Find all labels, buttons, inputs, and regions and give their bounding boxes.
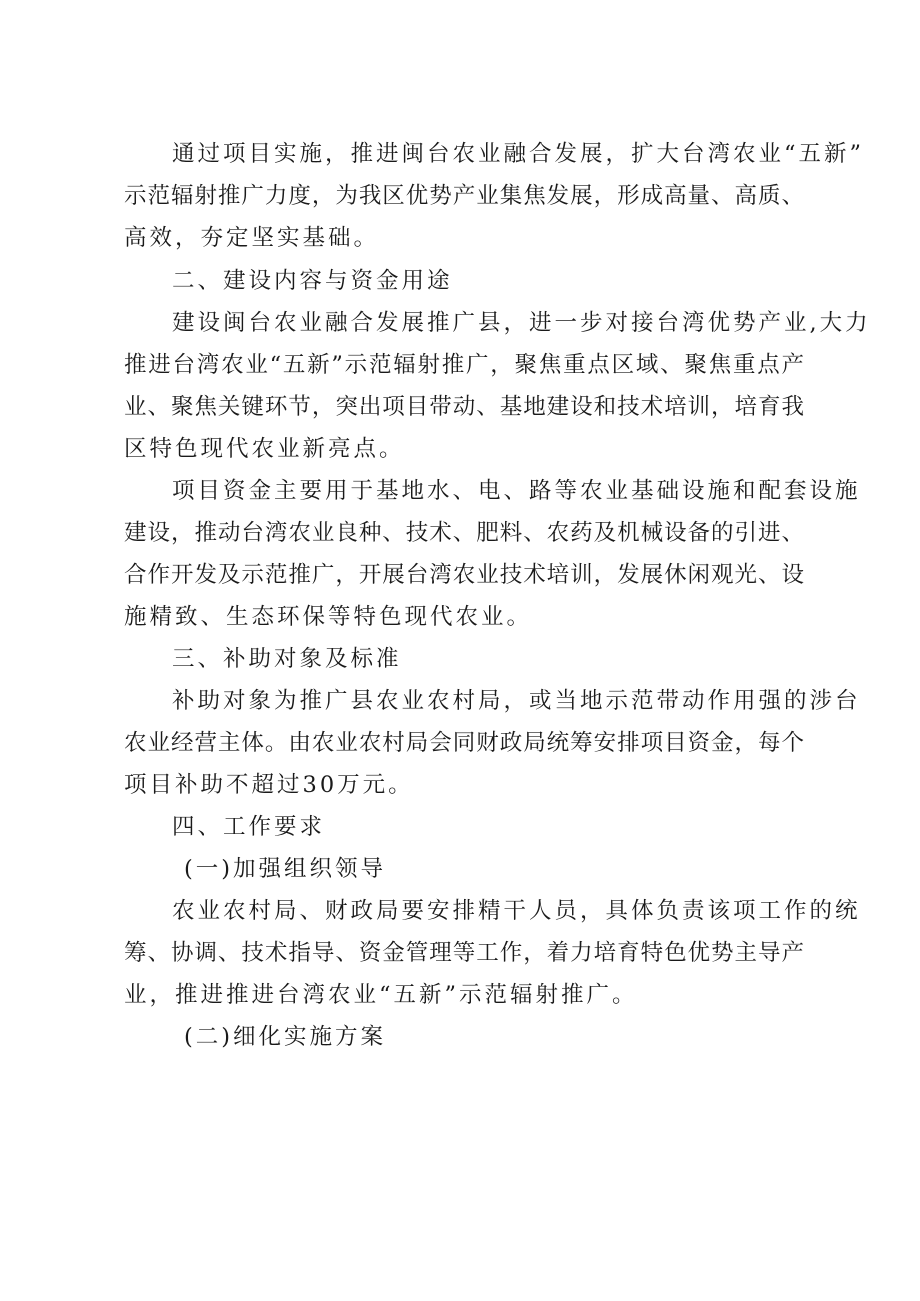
paragraph-line: 补助对象为推广县农业农村局，或当地示范带动作用强的涉台 xyxy=(172,688,861,714)
section-heading: 三、补助对象及标准 xyxy=(172,646,402,672)
subsection-heading: (一)加强组织领导 xyxy=(184,856,387,882)
paragraph-line: 筹、协调、技术指导、资金管理等工作，着力培育特色优势主导产 xyxy=(124,940,804,966)
paragraph-line: 高效，夯定坚实基础。 xyxy=(124,225,380,251)
paragraph-line: 业、聚焦关键环节，突出项目带动、基地建设和技术培训，培育我 xyxy=(124,394,804,420)
subsection-heading: (二)细化实施方案 xyxy=(184,1024,387,1050)
paragraph-line: 施精致、生态环保等特色现代农业。 xyxy=(124,604,533,630)
paragraph-line: 农业农村局、财政局要安排精干人员，具体负责该项工作的统 xyxy=(172,898,861,924)
paragraph-line: 建设，推动台湾农业良种、技术、肥料、农药及机械设备的引进、 xyxy=(124,520,804,546)
paragraph-line: 建设闽台农业融合发展推广县，进一步对接台湾优势产业,大力 xyxy=(172,310,871,336)
paragraph-line: 示范辐射推广力度，为我区优势产业集焦发展，形成高量、高质、 xyxy=(124,183,804,209)
paragraph-line: 农业经营主体。由农业农村局会同财政局统筹安排项目资金，每个 xyxy=(124,730,804,756)
paragraph-line: 通过项目实施，推进闽台农业融合发展，扩大台湾农业“五新” xyxy=(172,141,865,167)
paragraph-line: 推进台湾农业“五新”示范辐射推广，聚焦重点区域、聚焦重点产 xyxy=(124,352,804,378)
section-heading: 二、建设内容与资金用途 xyxy=(172,268,453,294)
paragraph-line: 项目资金主要用于基地水、电、路等农业基础设施和配套设施 xyxy=(172,478,861,504)
paragraph-line: 合作开发及示范推广，开展台湾农业技术培训，发展休闲观光、设 xyxy=(124,562,804,588)
paragraph-line: 项目补助不超过30万元。 xyxy=(124,772,414,798)
paragraph-line: 区特色现代农业新亮点。 xyxy=(124,436,405,462)
section-heading: 四、工作要求 xyxy=(172,814,326,840)
paragraph-line: 业，推进推进台湾农业“五新”示范辐射推广。 xyxy=(124,982,638,1008)
